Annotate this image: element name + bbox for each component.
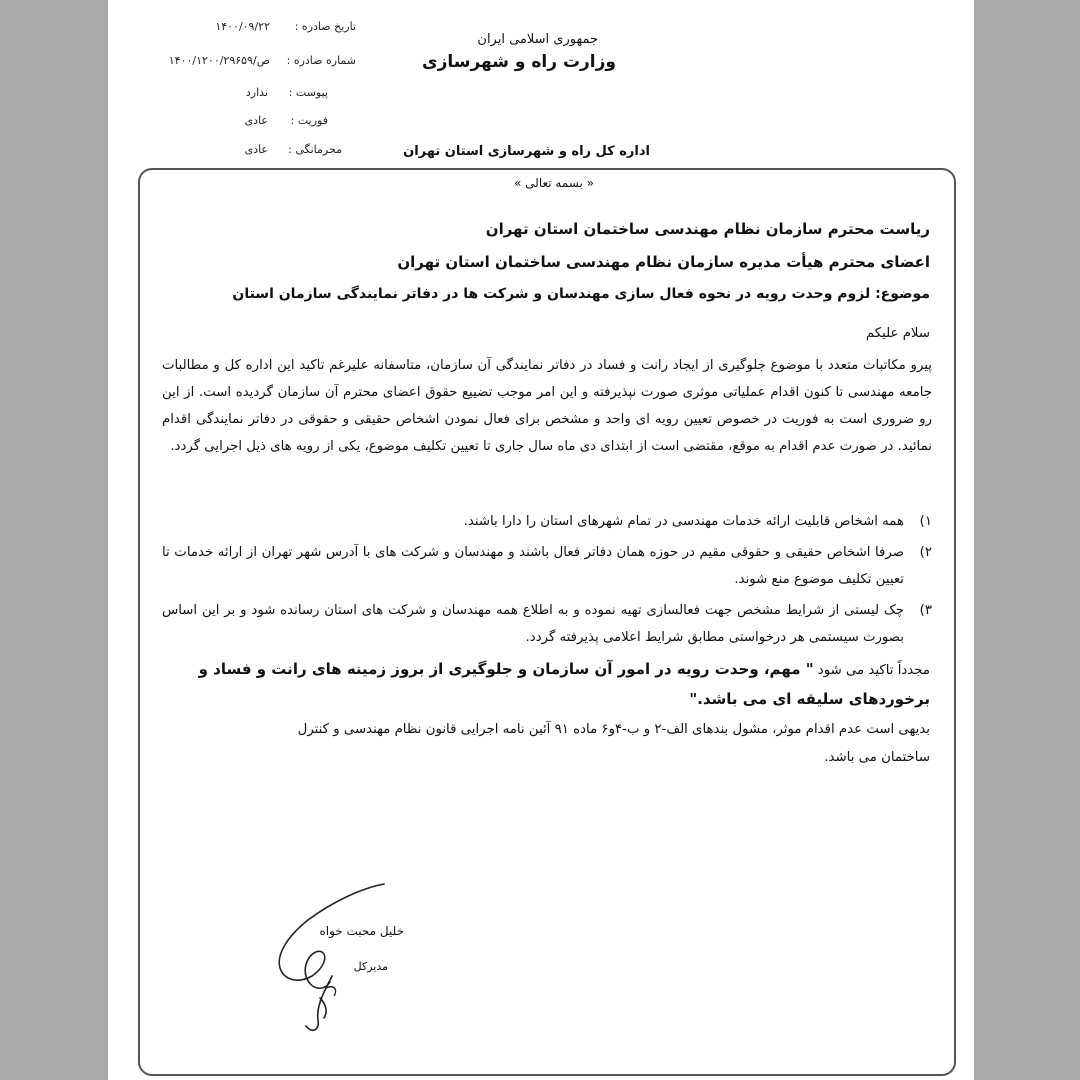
subject-line: موضوع: لزوم وحدت رویه در نحوه فعال سازی مهندسان و شرکت ها در دفاتر نمایندگی سازمان استان [232,286,930,302]
item-number: ۱) [919,514,932,529]
emphasis-line-1 [199,660,930,678]
paragraph-main: پیرو مکاتبات متعدد با موضوع جلوگیری از ایجاد رانت و فساد در دفاتر نمایندگی آن سازمان، متاسفانه علیرغم تاکید این اداره کل و مطالبات جامعه مهندسی تا کنون اقدام عملیاتی موثری صورت نپذیرفته و این امر موجب تضییع حقوق اعضای محترم آن سازمان گردیده است. از این رو ضروری است به فوریت در خصوص تعیین رویه ای واحد و مشخص برای فعال نمودن اشخاص حقیقی و حقوقی در دفاتر نمایندگی اقدام نمائید. در صورت عدم اقدام به موقع، مقتضی است از ابتدای دی ماه سال جاری تا تعیین تکلیف موضوع، یکی از رویه های ذیل اجرایی گردد. [162,358,932,454]
recipient-line-1: ریاست محترم سازمان نظام مهندسی ساختمان استان تهران [485,220,930,238]
recipient-line-2: اعضای محترم هیأت مدیره سازمان نظام مهندسی ساختمان استان تهران [397,253,930,271]
attachment-value: ندارد [245,86,268,99]
item-text: همه اشخاص قابلیت ارائه خدمات مهندسی در تمام شهرهای استان را دارا باشند. [463,514,904,529]
item-number: ۳) [919,603,932,618]
items-list [162,508,932,651]
list-item [162,597,932,651]
number-value: ۱۴۰۰/۱۲۰۰/۲۹۶۵۹/ص [168,54,270,67]
item-number: ۲) [919,545,932,560]
list-item [162,508,932,535]
emphasis-line-2: برخوردهای سلیقه ای می باشد." [689,690,930,708]
signatory-name: خلیل محبت خواه [319,924,404,938]
emphasis-quote-part-1: " مهم، وحدت رویه در امور آن سازمان و جلوگیری از بروز زمینه های رانت و فساد و [198,660,814,678]
handwritten-signature [262,880,392,1040]
closing-line-1: بدیهی است عدم اقدام موثر، مشول بندهای الف-۲ و ب-۴و۶ ماده ۹۱ آئین نامه اجرایی قانون نظام مهندسی و کنترل [297,722,930,737]
ministry-title: وزارت راه و شهرسازی [421,52,616,72]
confidentiality-value: عادی [244,143,268,156]
department-title: اداره کل راه و شهرسازی استان تهران [403,144,650,159]
list-item [162,539,932,593]
date-value: ۱۴۰۰/۰۹/۲۲ [215,20,270,33]
republic-title: جمهوری اسلامی ایران [477,32,598,47]
item-text: صرفا اشخاص حقیقی و حقوقی مقیم در حوزه همان دفاتر فعال باشند و مهندسان و شرکت های با آدرس شهر تهران از ارائه خدمات تا تعیین تکلیف موضوع منع شوند. [162,545,904,587]
attachment-label: پیوست : [288,86,328,99]
emphasis-prefix: مجدداً تاکید می شود [817,663,930,678]
number-label: شماره صادره : [286,54,356,67]
item-text: چک لیستی از شرایط مشخص جهت فعالسازی تهیه نموده و به اطلاع همه مهندسان و شرکت های استان رسانده شود و بر این اساس بصورت سیستمی هر درخواستی مطابق شرایط اعلامی پذیرفته گردد. [162,603,904,645]
urgency-label: فوریت : [290,114,328,127]
besmele: « بسمه تعالی » [514,176,594,190]
signatory-title: مدیرکل [353,960,388,973]
confidentiality-label: محرمانگی : [288,143,342,156]
greeting: سلام علیکم [865,326,930,341]
closing-line-2: ساختمان می باشد. [824,750,930,765]
urgency-value: عادی [244,114,268,127]
date-label: تاریخ صادره : [294,20,356,33]
